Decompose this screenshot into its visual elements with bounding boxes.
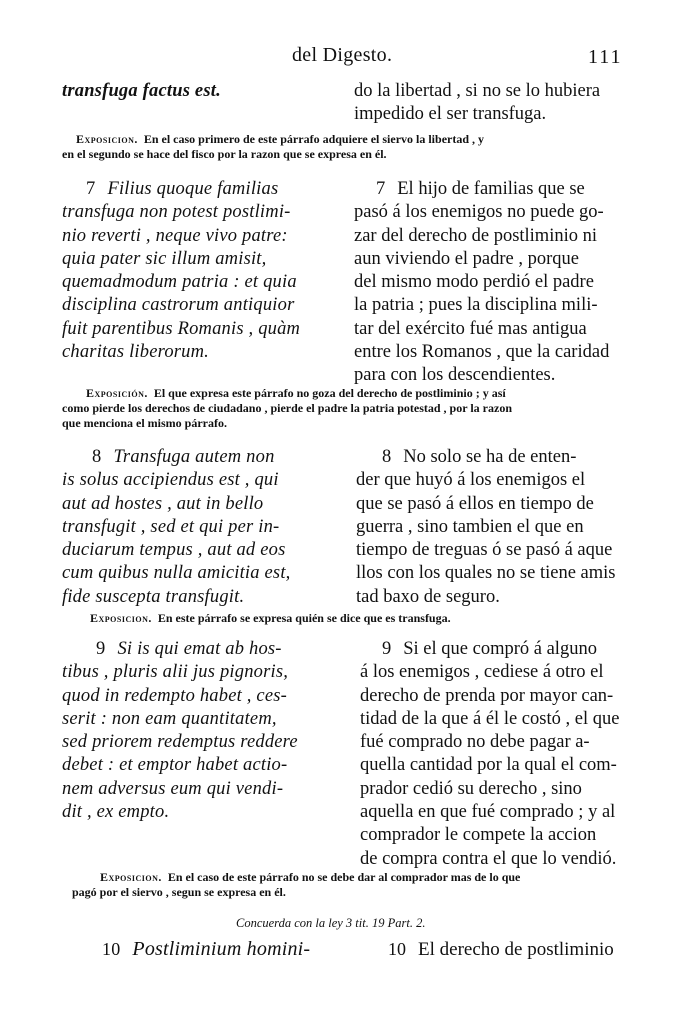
spanish-first-text: El hijo de familias que se xyxy=(397,179,585,199)
spanish-line: prador cedió su derecho , sino xyxy=(360,778,582,799)
spanish-line: zar del derecho de postliminio ni xyxy=(354,225,597,246)
exposicion-text: En este párrafo se expresa quién se dice que es transfuga. xyxy=(157,611,451,625)
exposicion-text: El que expresa este párrafo no goza del derecho de postliminio ; y así xyxy=(153,386,506,400)
spanish-line xyxy=(360,638,626,661)
section-8-latin xyxy=(62,446,334,609)
exposicion-line xyxy=(62,386,622,401)
exposicion-2 xyxy=(62,386,622,431)
latin-line: duciarum tempus , aut ad eos xyxy=(62,540,286,561)
spanish-line: llos con los quales no se tiene amis xyxy=(356,563,616,584)
exposicion-label: Exposicion. xyxy=(90,611,152,625)
spanish-line: de compra contra el que lo vendió. xyxy=(360,848,617,869)
spanish-line: tad baxo de seguro. xyxy=(356,586,500,607)
spanish-line: impedido el ser transfuga. xyxy=(354,104,547,125)
latin-line: nio reverti , neque vivo patre: xyxy=(62,225,288,246)
section-number: 9 xyxy=(382,639,392,659)
spanish-line: do la libertad , si no se lo hubiera xyxy=(354,81,601,101)
spanish-line: para con los descendientes. xyxy=(354,365,556,386)
section-number: 7 xyxy=(376,179,386,199)
latin-line xyxy=(102,938,362,961)
latin-line xyxy=(62,178,334,201)
latin-first-text: Filius quoque familias xyxy=(107,179,279,199)
section-10-spanish xyxy=(388,938,628,961)
latin-line: transfuga non potest postlimi- xyxy=(62,202,291,223)
latin-line: quod in redempto habet , ces- xyxy=(62,685,288,706)
spanish-line: tidad de la que á él le costó , el que xyxy=(360,708,620,729)
section-7-spanish xyxy=(354,178,622,388)
section-number: 9 xyxy=(96,639,106,659)
exposicion-line xyxy=(62,611,622,626)
latin-line: serit : non eam quantitatem, xyxy=(62,708,277,729)
latin-line xyxy=(62,638,336,661)
exposicion-line: en el segundo se hace del fisco por la razon que se expresa en él. xyxy=(62,147,387,161)
section-10-latin xyxy=(102,938,362,961)
spanish-line xyxy=(388,938,628,961)
section-6-spanish xyxy=(354,80,622,127)
section-8-spanish xyxy=(356,446,622,609)
spanish-line: derecho de prenda por mayor can- xyxy=(360,685,614,706)
latin-line: dit , ex empto. xyxy=(62,802,170,823)
section-number: 8 xyxy=(382,447,392,467)
latin-line xyxy=(62,446,334,469)
latin-line: disciplina castrorum antiquior xyxy=(62,295,295,316)
concordance-note: Concuerda con la ley 3 tit. 19 Part. 2. xyxy=(236,916,426,930)
exposicion-label: Exposicion. xyxy=(76,132,138,146)
spanish-line: aun viviendo el padre , porque xyxy=(354,248,580,269)
exposicion-text: En el caso de este párrafo no se debe dar al comprador mas de lo que xyxy=(167,870,521,884)
spanish-first-text: No solo se ha de enten- xyxy=(403,447,577,467)
exposicion-line xyxy=(72,870,632,885)
spanish-line: comprador le compete la accion xyxy=(360,825,597,846)
section-number: 10 xyxy=(388,939,406,959)
spanish-first-text: El derecho de postliminio xyxy=(418,939,614,960)
spanish-line: aquella en que fué comprado ; y al xyxy=(360,802,616,823)
spanish-line: quella cantidad por la qual el com- xyxy=(360,755,617,776)
latin-line: quemadmodum patria : et quia xyxy=(62,272,297,293)
latin-first-text: Transfuga autem non xyxy=(113,447,275,467)
section-9-spanish xyxy=(360,638,626,871)
latin-line: aut ad hostes , aut in bello xyxy=(62,493,264,514)
exposicion-line: pagó por el siervo , segun se expresa en él. xyxy=(72,885,286,899)
exposicion-label: Exposicion. xyxy=(100,870,162,884)
page-header xyxy=(0,44,682,78)
latin-line: quia pater sic illum amisit, xyxy=(62,248,267,269)
page-title: del Digesto. xyxy=(292,44,393,66)
latin-first-text: Postliminium homini- xyxy=(132,938,311,960)
exposicion-label: Exposición. xyxy=(86,386,148,400)
latin-line: fuit parentibus Romanis , quàm xyxy=(62,318,301,339)
exposicion-3 xyxy=(62,611,622,626)
section-9-latin xyxy=(62,638,336,824)
latin-line: charitas liberorum. xyxy=(62,342,210,363)
exposicion-1 xyxy=(62,132,622,162)
spanish-line: tiempo de treguas ó se pasó á aque xyxy=(356,540,613,561)
latin-line: transfuga factus est. xyxy=(62,81,221,101)
section-number: 10 xyxy=(102,939,121,959)
exposicion-4 xyxy=(72,870,632,900)
spanish-line: der que huyó á los enemigos el xyxy=(356,470,586,491)
exposicion-text: En el caso primero de este párrafo adquiere el siervo la libertad , y xyxy=(143,132,485,146)
spanish-line: tar del exército fué mas antigua xyxy=(354,318,587,339)
spanish-line: guerra , sino tambien el que en xyxy=(356,516,584,537)
latin-first-text: Si is qui emat ab hos- xyxy=(117,639,282,659)
page-number: 111 xyxy=(588,46,623,68)
section-number: 8 xyxy=(92,447,102,467)
section-6-latin xyxy=(62,80,332,103)
latin-line: debet : et emptor habet actio- xyxy=(62,755,288,776)
spanish-line: entre los Romanos , que la caridad xyxy=(354,342,610,363)
spanish-line: que se pasó á ellos en tiempo de xyxy=(356,493,594,514)
latin-line: cum quibus nulla amicitia est, xyxy=(62,563,291,584)
latin-line: sed priorem redemptus reddere xyxy=(62,732,298,753)
latin-line: transfugit , sed et qui per in- xyxy=(62,516,280,537)
latin-line: tibus , pluris alii jus pignoris, xyxy=(62,662,289,683)
spanish-line: pasó á los enemigos no puede go- xyxy=(354,202,604,223)
latin-line: fide suscepta transfugit. xyxy=(62,586,245,607)
section-7-latin xyxy=(62,178,334,364)
section-number: 7 xyxy=(86,179,96,199)
exposicion-line xyxy=(62,132,622,147)
spanish-line: del mismo modo perdió el padre xyxy=(354,272,594,293)
latin-line: nem adversus eum qui vendi- xyxy=(62,778,284,799)
spanish-line: á los enemigos , cediese á otro el xyxy=(360,662,604,683)
spanish-line xyxy=(356,446,622,469)
spanish-line: la patria ; pues la disciplina mili- xyxy=(354,295,598,316)
spanish-line: fué comprado no debe pagar a- xyxy=(360,732,590,753)
spanish-first-text: Si el que compró á alguno xyxy=(403,639,597,659)
exposicion-line: como pierde los derechos de ciudadano , pierde el padre la patria potestad , por la razon xyxy=(62,401,512,415)
spanish-line xyxy=(354,178,622,201)
latin-line: is solus accipiendus est , qui xyxy=(62,470,279,491)
exposicion-line: que menciona el mismo párrafo. xyxy=(62,416,227,430)
